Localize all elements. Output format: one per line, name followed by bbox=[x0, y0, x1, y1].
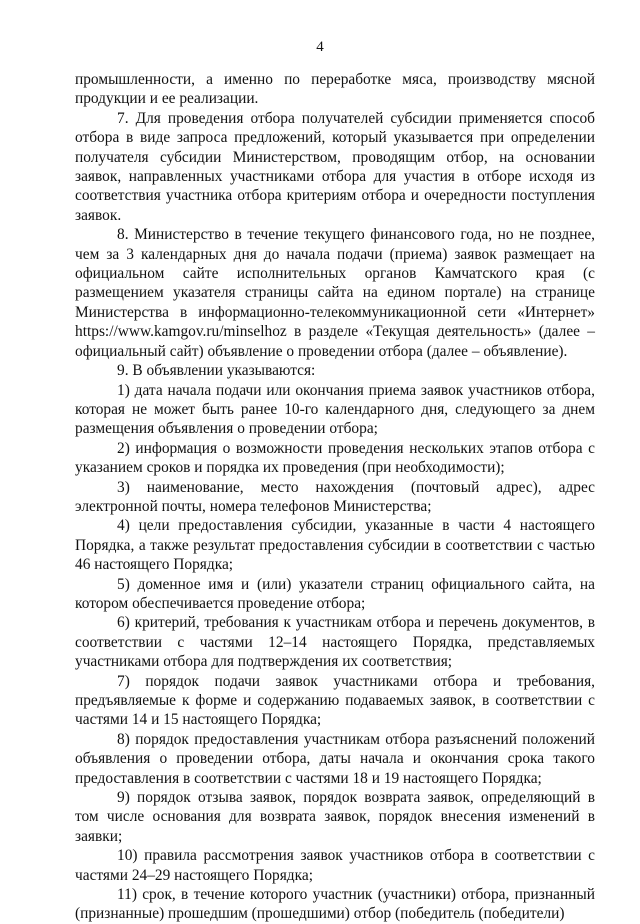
list-item-9: 9) порядок отзыва заявок, порядок возврата заявок, определяющий в том числе основания для возврата заявок, порядок внесения изменений в заявки; bbox=[75, 789, 595, 845]
paragraph-9: 9. В объявлении указываются: bbox=[117, 362, 316, 380]
list-item-3: 3) наименование, место нахождения (почтовый адрес), адрес электронной почты, номера телефонов Министерства; bbox=[75, 478, 595, 515]
paragraph-8: 8. Министерство в течение текущего финансового года, но не позднее, чем за 3 календарных дня до начала подачи (приема) заявок размещает на официальном сайте исполнительных органов Камчатского края (с размещением указателя страницы сайта на едином портале) на странице Министерства в информационно-телекоммуникационной сети «Интернет» https://www.kamgov.ru/minselhoz в разделе «Текущая деятельность» (далее – официальный сайт) объявление о проведении отбора (далее – объявление). bbox=[75, 226, 595, 360]
list-item-5: 5) доменное имя и (или) указатели страниц официального сайта, на котором обеспечивается проведение отбора; bbox=[75, 575, 595, 612]
list-item-6: 6) критерий, требования к участникам отбора и перечень документов, в соответствии с частями 12–14 настоящего Порядка, представляемых участниками отбора для подтверждения их соответствия; bbox=[75, 614, 595, 671]
paragraph-7: 7. Для проведения отбора получателей субсидии применяется способ отбора в виде запроса предложений, который указывается при определении получателя субсидии Министерством, проводящим отбор, на основании заявок, направленных участниками отбора для участия в отборе исходя из соответствия участника отбора критериям отбора и очередности поступления заявок. bbox=[75, 109, 595, 224]
list-item-2: 2) информация о возможности проведения нескольких этапов отбора с указанием сроков и порядка их проведения (при необходимости); bbox=[75, 439, 595, 477]
document-body bbox=[75, 70, 595, 924]
list-item-4: 4) цели предоставления субсидии, указанные в части 4 настоящего Порядка, а также результат предоставления субсидии в соответствии с частью 46 настоящего Порядка; bbox=[75, 517, 595, 574]
page-number: 4 bbox=[316, 39, 324, 55]
list-item-8: 8) порядок предоставления участникам отбора разъяснений положений объявления о проведении отбора, даты начала и окончания срока такого предоставления в соответствии с частями 18 и 19 настоящего Порядка; bbox=[75, 730, 595, 787]
list-item-7: 7) порядок подачи заявок участниками отбора и требования, предъявляемые к форме и содержанию подаваемых заявок, в соответствии с частями 14 и 15 настоящего Порядка; bbox=[75, 672, 595, 729]
list-item-10: 10) правила рассмотрения заявок участников отбора в соответствии с частями 24–29 настоящего Порядка; bbox=[75, 847, 595, 884]
paragraph-continuation: промышленности, а именно по переработке мяса, производству мясной продукции и ее реализации. bbox=[75, 71, 595, 108]
list-item-1: 1) дата начала подачи или окончания приема заявок участников отбора, которая не может быть ранее 10-го календарного дня, следующего за днем размещения объявления о проведении отбора; bbox=[75, 381, 595, 438]
list-item-11: 11) срок, в течение которого участник (участники) отбора, признанный (признанные) прошедшим (прошедшими) отбор (победитель (победители) bbox=[75, 886, 595, 923]
